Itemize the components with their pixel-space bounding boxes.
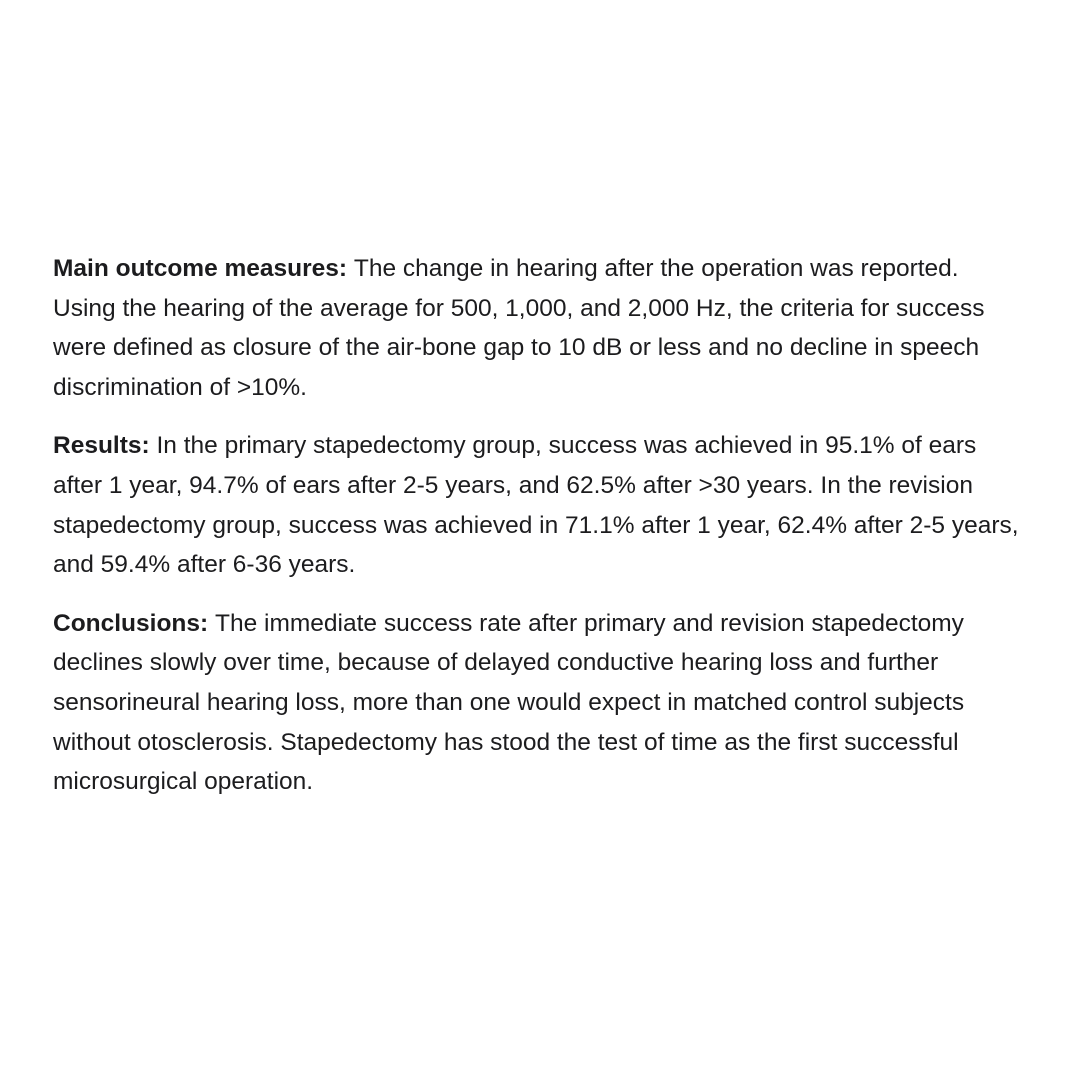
conclusions-paragraph xyxy=(53,604,1028,802)
main-outcome-measures-heading: Main outcome measures: xyxy=(53,255,354,282)
main-outcome-measures-text: The change in hearing after the operation was reported. Using the hearing of the average for 500, 1,000, and 2,000 Hz, the criteria for success were defined as closure of the air-bone gap to 10 dB or less and no decline in speech discrimination of >10%. xyxy=(53,255,985,401)
results-text: In the primary stapedectomy group, success was achieved in 95.1% of ears after 1 year, 94.7% of ears after 2-5 years, and 62.5% after >30 years. In the revision stapedectomy group, success was achieved in 71.1% after 1 year, 62.4% after 2-5 years, and 59.4% after 6-36 years. xyxy=(53,432,1019,579)
abstract-text xyxy=(53,249,1028,821)
results-paragraph xyxy=(53,426,1028,584)
results-heading: Results: xyxy=(53,432,157,460)
conclusions-text: The immediate success rate after primary and revision stapedectomy declines slowly over time, because of delayed conductive hearing loss and further sensorineural hearing loss, more than one would expect in matched control subjects without otosclerosis. Stapedectomy has stood the test of time as the first successful microsurgical operation. xyxy=(53,609,965,796)
main-outcome-measures-paragraph xyxy=(53,249,1028,407)
conclusions-heading: Conclusions: xyxy=(53,609,215,637)
